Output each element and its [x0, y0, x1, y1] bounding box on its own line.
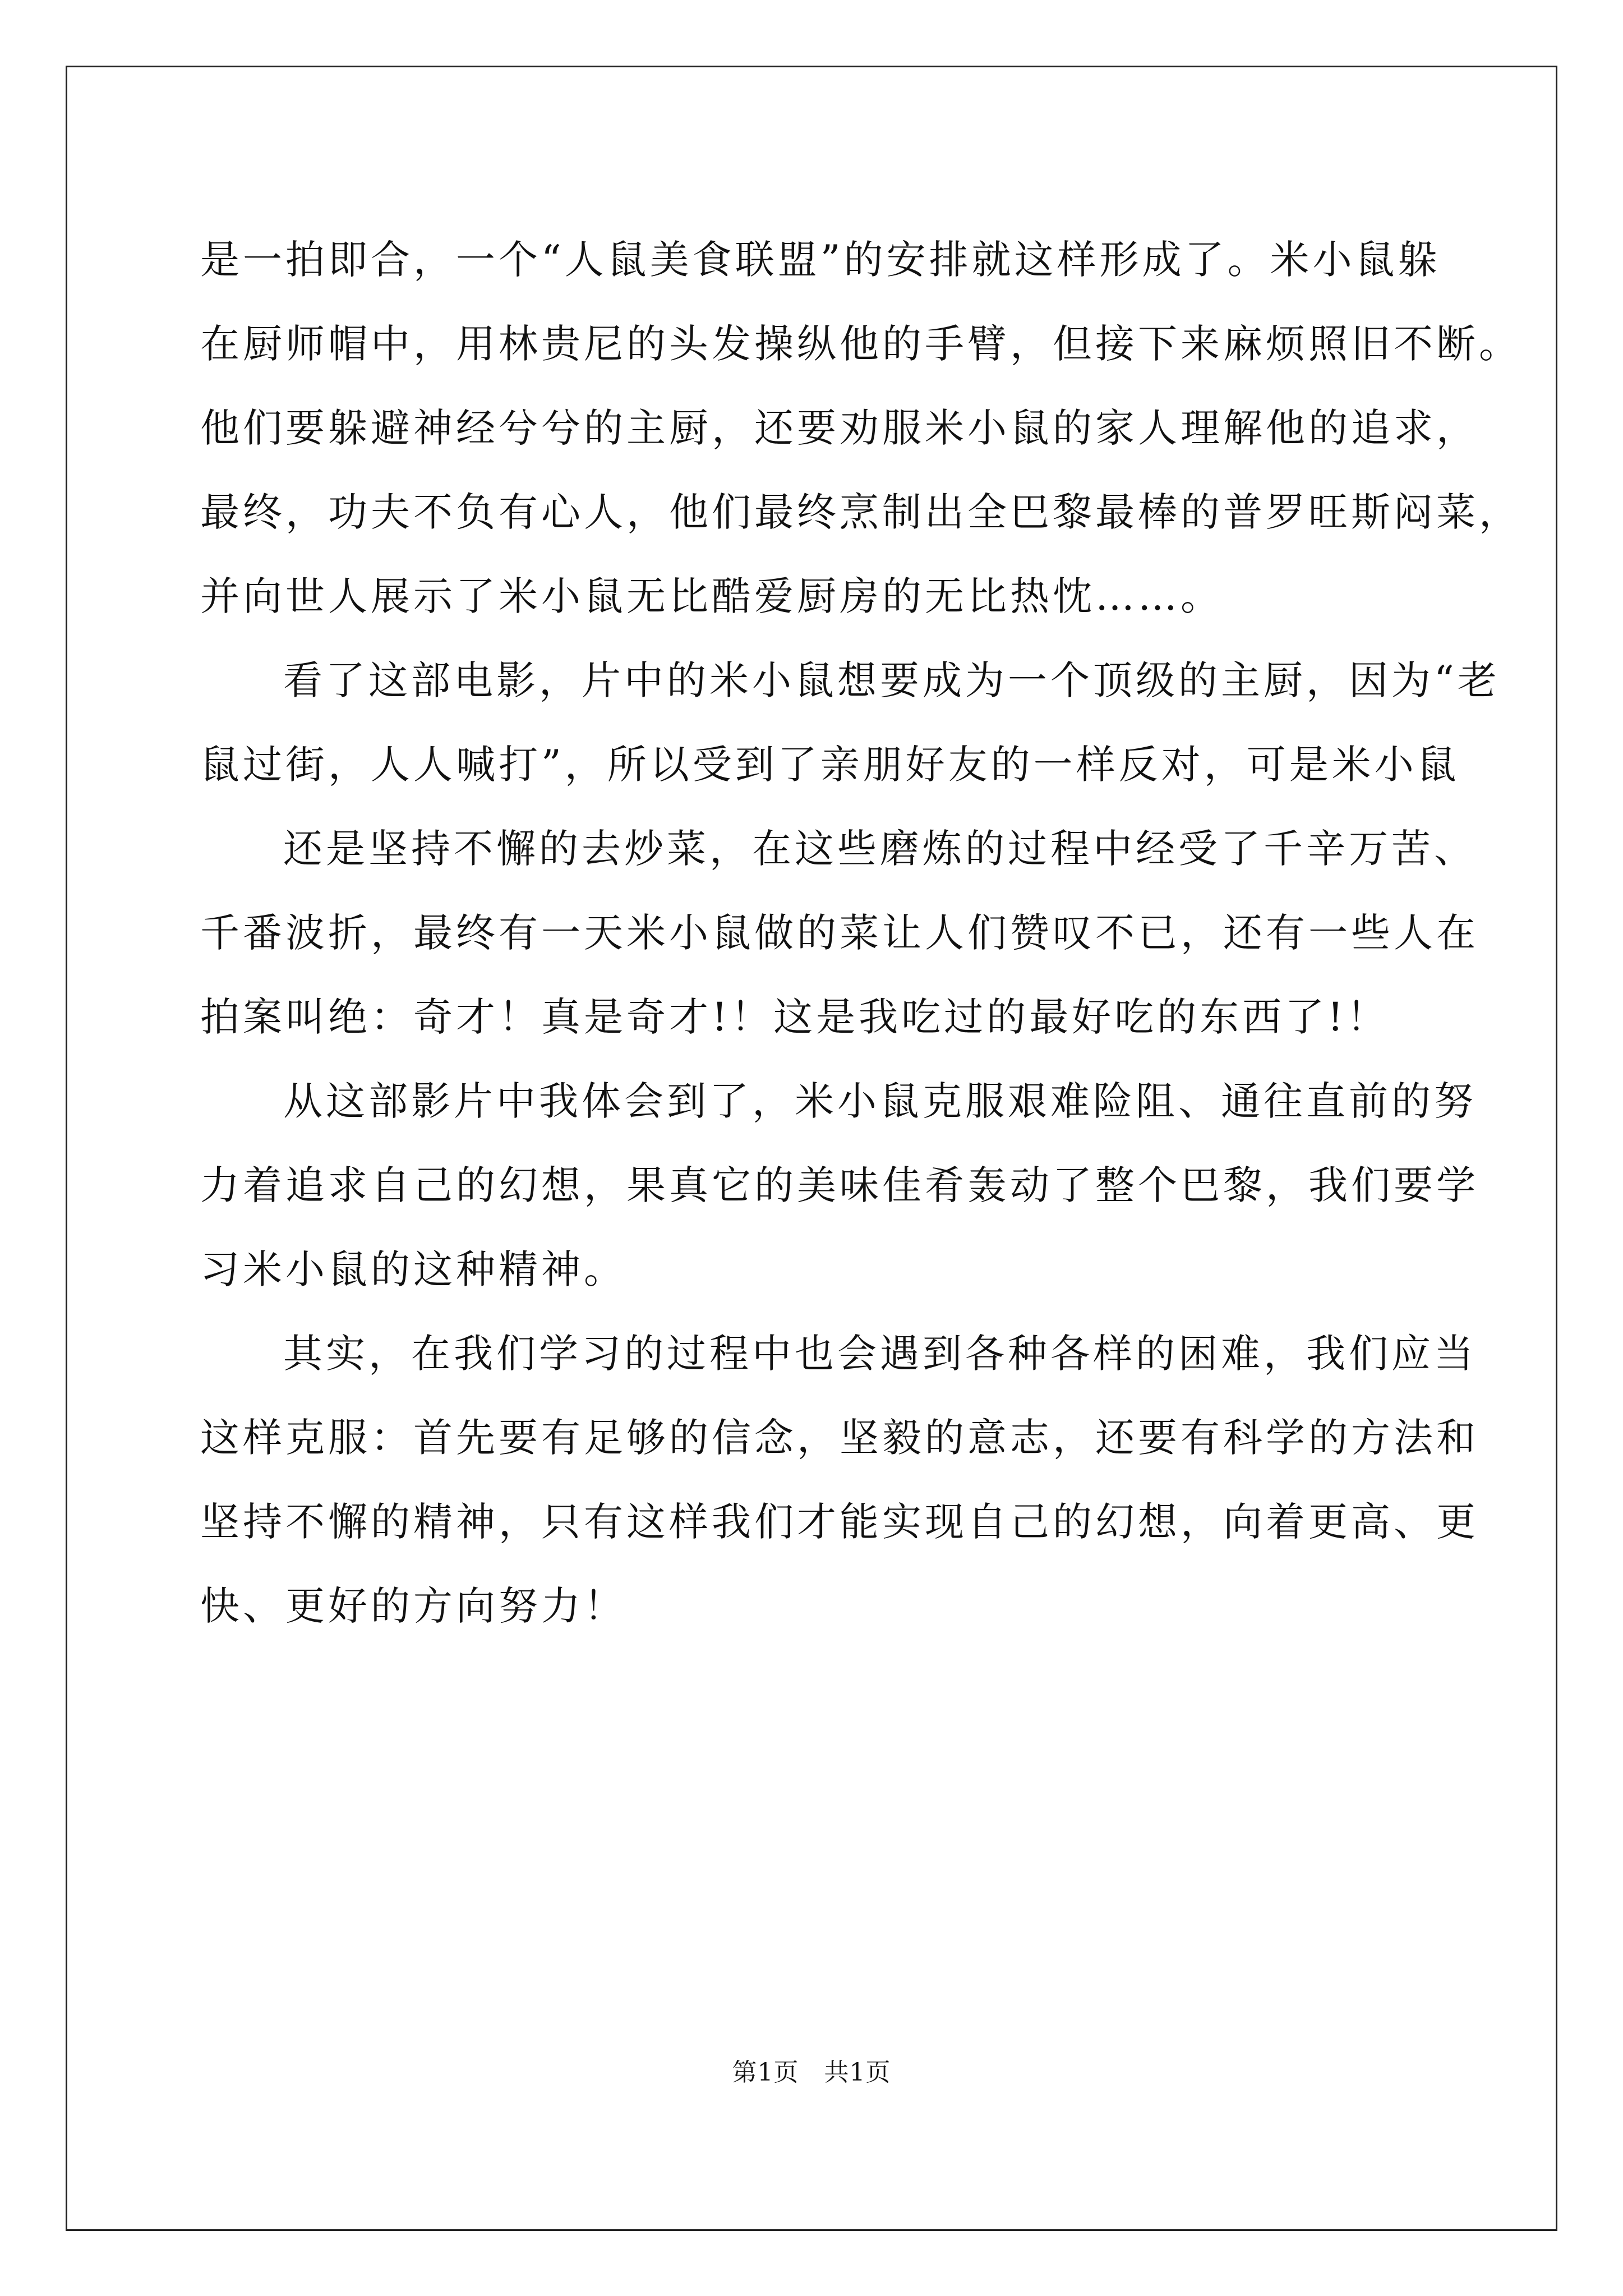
text-line: 看了这部电影，片中的米小鼠想要成为一个顶级的主厨，因为“老	[283, 657, 1500, 703]
text-line: 快、更好的方向努力！	[200, 1583, 626, 1629]
text-line: 拍案叫绝：奇才！真是奇才!！这是我吃过的最好吃的东西了!！	[200, 994, 1390, 1040]
text-line: 力着追求自己的幻想，果真它的美味佳肴轰动了整个巴黎，我们要学	[200, 1162, 1479, 1208]
page-footer: 第1页 共1页	[732, 2058, 891, 2087]
text-line: 坚持不懈的精神，只有这样我们才能实现自己的幻想，向着更高、更	[200, 1499, 1479, 1545]
text-line: 从这部影片中我体会到了，米小鼠克服艰难险阻、通往直前的努	[283, 1078, 1477, 1124]
text-line: 在厨师帽中，用林贵尼的头发操纵他的手臂，但接下来麻烦照旧不断。	[200, 321, 1521, 367]
text-line: 这样克服：首先要有足够的信念，坚毅的意志，还要有科学的方法和	[200, 1415, 1479, 1461]
text-line: 鼠过街，人人喊打”，所以受到了亲朋好友的一样反对，可是米小鼠	[200, 742, 1460, 788]
text-line: 是一拍即合，一个“人鼠美食联盟”的安排就这样形成了。米小鼠躲	[200, 237, 1441, 283]
text-line: 他们要躲避神经兮兮的主厨，还要劝服米小鼠的家人理解他的追求，	[200, 405, 1479, 451]
text-line: 最终，功夫不负有心人，他们最终烹制出全巴黎最棒的普罗旺斯闷菜，	[200, 489, 1521, 535]
text-line: 还是坚持不懈的去炒菜，在这些磨炼的过程中经受了千辛万苦、	[283, 826, 1477, 872]
text-line: 习米小鼠的这种精神。	[200, 1246, 626, 1292]
text-line: 其实，在我们学习的过程中也会遇到各种各样的困难，我们应当	[283, 1331, 1477, 1377]
text-line: 并向世人展示了米小鼠无比酷爱厨房的无比热忱……。	[200, 573, 1223, 619]
document-body	[200, 218, 1521, 1648]
text-line: 千番波折，最终有一天米小鼠做的菜让人们赞叹不已，还有一些人在	[200, 910, 1479, 956]
